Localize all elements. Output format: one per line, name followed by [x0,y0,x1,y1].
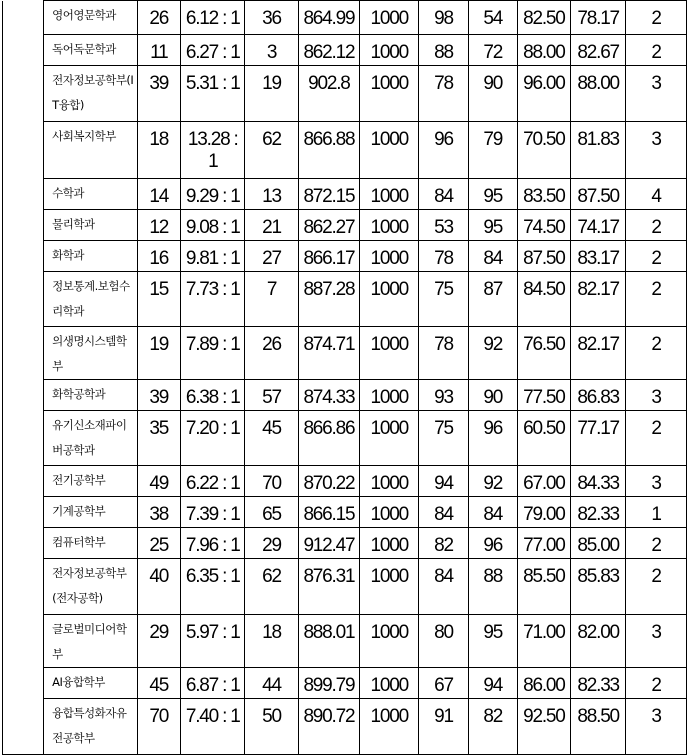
score-f-cell: 95 [468,179,517,210]
score-g-cell: 79.00 [517,497,570,528]
score-e-cell: 96 [419,122,469,179]
competitive-count-cell: 70 [137,699,181,755]
score-e-cell: 78 [419,241,469,272]
total-score-cell: 874.33 [298,380,360,411]
competitive-count-cell: 12 [137,210,181,241]
total-score-cell: 866.17 [298,241,360,272]
score-e-cell: 84 [419,497,469,528]
competition-ratio-cell: 7.40 : 1 [181,699,245,755]
score-e-cell: 67 [419,668,469,699]
additional-pass-cell: 18 [245,615,298,668]
total-score-cell: 874.71 [298,327,360,380]
score-g-cell: 77.50 [517,380,570,411]
competitive-count-cell: 38 [137,497,181,528]
additional-pass-cell: 21 [245,210,298,241]
score-h-cell: 87.50 [571,179,626,210]
competition-ratio-cell: 6.38 : 1 [181,380,245,411]
grade-cell: 2 [626,1,687,35]
competition-ratio-cell: 7.39 : 1 [181,497,245,528]
competition-ratio-cell: 5.31 : 1 [181,66,245,122]
score-g-cell: 77.00 [517,528,570,559]
score-e-cell: 93 [419,380,469,411]
table-row [3,668,687,699]
table-row [3,1,687,35]
competition-ratio-cell: 9.81 : 1 [181,241,245,272]
department-name-cell: 독어독문학과 [44,35,137,66]
score-f-cell: 96 [468,528,517,559]
score-h-cell: 82.17 [571,327,626,380]
competitive-count-cell: 16 [137,241,181,272]
department-name-cell: 융합특성화자유전공학부 [44,699,137,755]
score-g-cell: 96.00 [517,66,570,122]
score-g-cell: 88.00 [517,35,570,66]
department-name-cell: 영어영문학과 [44,1,137,35]
admission-results-table [2,0,687,755]
competitive-count-cell: 49 [137,466,181,497]
table-row [3,528,687,559]
score-h-cell: 83.17 [571,241,626,272]
competitive-count-cell: 18 [137,122,181,179]
score-g-cell: 76.50 [517,327,570,380]
total-score-cell: 872.15 [298,179,360,210]
competition-ratio-cell: 7.20 : 1 [181,411,245,466]
grade-cell: 3 [626,615,687,668]
grade-cell: 2 [626,668,687,699]
max-score-cell: 1000 [360,615,419,668]
score-f-cell: 90 [468,66,517,122]
score-e-cell: 84 [419,559,469,615]
department-name-cell: 전자정보공학부(전자공학) [44,559,137,615]
competitive-count-cell: 11 [137,35,181,66]
score-f-cell: 88 [468,559,517,615]
total-score-cell: 866.86 [298,411,360,466]
max-score-cell: 1000 [360,179,419,210]
table-row [3,411,687,466]
grade-cell: 1 [626,497,687,528]
department-name-cell: 전자정보공학부(IT융합) [44,66,137,122]
department-name-cell: 화학과 [44,241,137,272]
score-h-cell: 82.33 [571,497,626,528]
max-score-cell: 1000 [360,122,419,179]
score-e-cell: 78 [419,66,469,122]
total-score-cell: 866.88 [298,122,360,179]
score-h-cell: 78.17 [571,1,626,35]
score-g-cell: 71.00 [517,615,570,668]
table-row [3,559,687,615]
competitive-count-cell: 19 [137,327,181,380]
score-f-cell: 95 [468,210,517,241]
department-name-cell: 정보통계.보험수리학과 [44,272,137,327]
score-f-cell: 94 [468,668,517,699]
additional-pass-cell: 44 [245,668,298,699]
score-g-cell: 85.50 [517,559,570,615]
score-g-cell: 82.50 [517,1,570,35]
total-score-cell: 866.15 [298,497,360,528]
grade-cell: 3 [626,380,687,411]
max-score-cell: 1000 [360,327,419,380]
table-row [3,122,687,179]
score-f-cell: 84 [468,497,517,528]
additional-pass-cell: 13 [245,179,298,210]
total-score-cell: 888.01 [298,615,360,668]
grade-cell: 2 [626,210,687,241]
score-e-cell: 84 [419,179,469,210]
table-row [3,380,687,411]
score-f-cell: 79 [468,122,517,179]
grade-cell: 2 [626,272,687,327]
table-row [3,327,687,380]
grade-cell: 3 [626,466,687,497]
score-f-cell: 87 [468,272,517,327]
additional-pass-cell: 45 [245,411,298,466]
total-score-cell: 862.27 [298,210,360,241]
score-g-cell: 84.50 [517,272,570,327]
competitive-count-cell: 29 [137,615,181,668]
score-e-cell: 82 [419,528,469,559]
grade-cell: 3 [626,66,687,122]
table-row [3,699,687,755]
max-score-cell: 1000 [360,241,419,272]
max-score-cell: 1000 [360,559,419,615]
competition-ratio-cell: 6.27 : 1 [181,35,245,66]
competition-ratio-cell: 9.08 : 1 [181,210,245,241]
score-g-cell: 92.50 [517,699,570,755]
competition-ratio-cell: 9.29 : 1 [181,179,245,210]
additional-pass-cell: 27 [245,241,298,272]
score-h-cell: 81.83 [571,122,626,179]
score-g-cell: 74.50 [517,210,570,241]
score-f-cell: 54 [468,1,517,35]
table-row [3,210,687,241]
department-name-cell: 물리학과 [44,210,137,241]
table-row [3,241,687,272]
grade-cell: 2 [626,241,687,272]
score-g-cell: 87.50 [517,241,570,272]
total-score-cell: 902.8 [298,66,360,122]
table-row [3,272,687,327]
grade-cell: 2 [626,559,687,615]
additional-pass-cell: 62 [245,122,298,179]
total-score-cell: 862.12 [298,35,360,66]
department-name-cell: 기계공학부 [44,497,137,528]
total-score-cell: 899.79 [298,668,360,699]
department-name-cell: 글로벌미디어학부 [44,615,137,668]
score-e-cell: 80 [419,615,469,668]
additional-pass-cell: 62 [245,559,298,615]
score-h-cell: 86.83 [571,380,626,411]
competition-ratio-cell: 6.22 : 1 [181,466,245,497]
total-score-cell: 864.99 [298,1,360,35]
additional-pass-cell: 19 [245,66,298,122]
additional-pass-cell: 65 [245,497,298,528]
department-name-cell: 전기공학부 [44,466,137,497]
score-f-cell: 72 [468,35,517,66]
score-h-cell: 85.83 [571,559,626,615]
department-name-cell: 의생명시스템학부 [44,327,137,380]
score-f-cell: 92 [468,327,517,380]
score-g-cell: 67.00 [517,466,570,497]
grade-cell: 2 [626,35,687,66]
score-f-cell: 95 [468,615,517,668]
competition-ratio-cell: 7.96 : 1 [181,528,245,559]
grade-cell: 4 [626,179,687,210]
additional-pass-cell: 70 [245,466,298,497]
department-name-cell: 사회복지학부 [44,122,137,179]
max-score-cell: 1000 [360,380,419,411]
competition-ratio-cell: 13.28 : 1 [181,122,245,179]
competitive-count-cell: 25 [137,528,181,559]
score-h-cell: 77.17 [571,411,626,466]
competitive-count-cell: 35 [137,411,181,466]
score-e-cell: 94 [419,466,469,497]
max-score-cell: 1000 [360,466,419,497]
department-name-cell: 유기신소재파이버공학과 [44,411,137,466]
score-f-cell: 90 [468,380,517,411]
competition-ratio-cell: 5.97 : 1 [181,615,245,668]
additional-pass-cell: 3 [245,35,298,66]
table-row [3,615,687,668]
competition-ratio-cell: 6.12 : 1 [181,1,245,35]
grade-cell: 2 [626,411,687,466]
total-score-cell: 876.31 [298,559,360,615]
table-row [3,179,687,210]
competitive-count-cell: 39 [137,66,181,122]
competitive-count-cell: 14 [137,179,181,210]
grade-cell: 2 [626,327,687,380]
max-score-cell: 1000 [360,411,419,466]
score-f-cell: 96 [468,411,517,466]
score-h-cell: 82.33 [571,668,626,699]
max-score-cell: 1000 [360,1,419,35]
competitive-count-cell: 15 [137,272,181,327]
score-h-cell: 82.00 [571,615,626,668]
department-name-cell: AI융합학부 [44,668,137,699]
additional-pass-cell: 36 [245,1,298,35]
score-g-cell: 60.50 [517,411,570,466]
competition-ratio-cell: 6.35 : 1 [181,559,245,615]
score-f-cell: 84 [468,241,517,272]
college-group-cell [3,1,44,755]
max-score-cell: 1000 [360,497,419,528]
max-score-cell: 1000 [360,668,419,699]
additional-pass-cell: 29 [245,528,298,559]
competitive-count-cell: 39 [137,380,181,411]
score-h-cell: 85.00 [571,528,626,559]
score-e-cell: 98 [419,1,469,35]
department-name-cell: 화학공학과 [44,380,137,411]
total-score-cell: 870.22 [298,466,360,497]
score-e-cell: 75 [419,272,469,327]
grade-cell: 3 [626,122,687,179]
table-row [3,35,687,66]
competition-ratio-cell: 7.73 : 1 [181,272,245,327]
score-e-cell: 88 [419,35,469,66]
max-score-cell: 1000 [360,699,419,755]
table-row [3,66,687,122]
score-e-cell: 53 [419,210,469,241]
score-h-cell: 74.17 [571,210,626,241]
score-f-cell: 92 [468,466,517,497]
additional-pass-cell: 7 [245,272,298,327]
max-score-cell: 1000 [360,210,419,241]
competition-ratio-cell: 6.87 : 1 [181,668,245,699]
score-g-cell: 70.50 [517,122,570,179]
score-e-cell: 78 [419,327,469,380]
score-g-cell: 83.50 [517,179,570,210]
score-h-cell: 88.00 [571,66,626,122]
score-h-cell: 82.67 [571,35,626,66]
max-score-cell: 1000 [360,528,419,559]
score-g-cell: 86.00 [517,668,570,699]
max-score-cell: 1000 [360,35,419,66]
total-score-cell: 912.47 [298,528,360,559]
grade-cell: 3 [626,699,687,755]
competitive-count-cell: 40 [137,559,181,615]
additional-pass-cell: 57 [245,380,298,411]
score-h-cell: 84.33 [571,466,626,497]
admission-results-table-wrapper [2,0,687,755]
competitive-count-cell: 45 [137,668,181,699]
table-row [3,466,687,497]
department-name-cell: 수학과 [44,179,137,210]
table-row [3,497,687,528]
score-f-cell: 82 [468,699,517,755]
grade-cell: 2 [626,528,687,559]
max-score-cell: 1000 [360,66,419,122]
score-e-cell: 91 [419,699,469,755]
additional-pass-cell: 50 [245,699,298,755]
score-e-cell: 75 [419,411,469,466]
max-score-cell: 1000 [360,272,419,327]
competitive-count-cell: 26 [137,1,181,35]
score-h-cell: 88.50 [571,699,626,755]
score-h-cell: 82.17 [571,272,626,327]
additional-pass-cell: 26 [245,327,298,380]
table-body [3,1,687,755]
department-name-cell: 컴퓨터학부 [44,528,137,559]
total-score-cell: 890.72 [298,699,360,755]
total-score-cell: 887.28 [298,272,360,327]
competition-ratio-cell: 7.89 : 1 [181,327,245,380]
